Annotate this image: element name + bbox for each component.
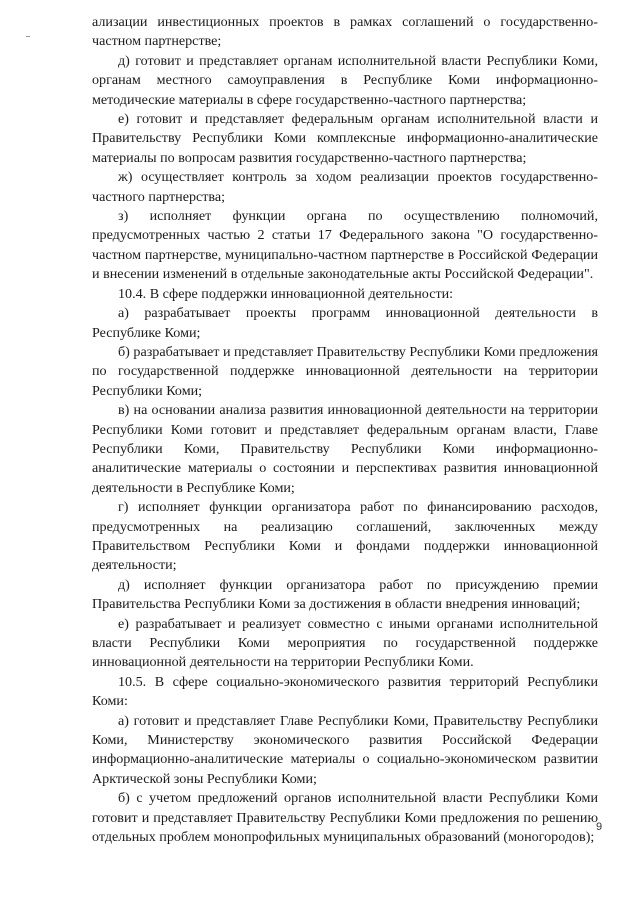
paragraph: ж) осуществляет контроль за ходом реализации проектов государственно-частного партнерства; (92, 169, 598, 205)
paragraph: а) готовит и представляет Главе Республики Коми, Правительству Республики Коми, Министерству экономического развития Российской Федерации информационно-аналитические материалы о социально-экономическом развитии Арктической зоны Республики Коми; (92, 712, 598, 787)
paragraph: б) с учетом предложений органов исполнительной власти Республики Коми готовит и представляет Правительству Республики Коми предложения по решению отдельных проблем монопрофильных муниципальных образований (моногородов); (92, 790, 598, 846)
section-heading: 10.5. В сфере социально-экономического развития территорий Республики Коми: (92, 673, 598, 710)
document-body (92, 13, 598, 847)
scan-mark (26, 36, 30, 37)
paragraph: б) разрабатывает и представляет Правительству Республики Коми предложения по государственной поддержке инновационной деятельности на территории Республики Коми; (92, 343, 598, 399)
paragraph: в) на основании анализа развития инновационной деятельности на территории Республики Коми готовит и представляет федеральным органам власти, Главе Республики Коми, Правительству Республики Коми информационно-аналитические материалы о состоянии и перспективах развития инновационной деятельности в Республике Коми; (92, 402, 598, 496)
section-heading: 10.4. В сфере поддержки инновационной деятельности: (118, 285, 454, 302)
paragraph: з) исполняет функции органа по осуществлению полномочий, предусмотренных частью 2 статьи 17 Федерального закона "О государственно-частном партнерстве, муниципально-частном партнерстве в Российской Федерации и внесении изменений в отдельные законодательные акты Российской Федерации". (92, 208, 598, 283)
paragraph: ализации инвестиционных проектов в рамках соглашений о государственно-частном партнерстве; (92, 14, 598, 50)
paragraph: д) исполняет функции организатора работ по присуждению премии Правительства Республики Коми за достижения в области внедрения инноваций; (92, 576, 598, 613)
paragraph: а) разрабатывает проекты программ инновационной деятельности в Республике Коми; (92, 305, 598, 341)
paragraph: д) готовит и представляет органам исполнительной власти Республики Коми, органам местного самоуправления в Республике Коми информационно-методические материалы в сфере государственно-частного партнерства; (92, 52, 598, 108)
page-number: 9 (596, 821, 603, 833)
paragraph: г) исполняет функции организатора работ по финансированию расходов, предусмотренных на реализацию соглашений, заключенных между Правительством Республики Коми и фондами поддержки инновационной деятельности; (92, 499, 598, 574)
paragraph: е) готовит и представляет федеральным органам исполнительной власти и Правительству Республики Коми комплексные информационно-аналитические материалы по вопросам развития государственно-частного партнерства; (92, 111, 598, 166)
paragraph: е) разрабатывает и реализует совместно с иными органами исполнительной власти Республики Коми мероприятия по государственной поддержке инновационной деятельности на территории Республики Коми. (92, 615, 598, 671)
